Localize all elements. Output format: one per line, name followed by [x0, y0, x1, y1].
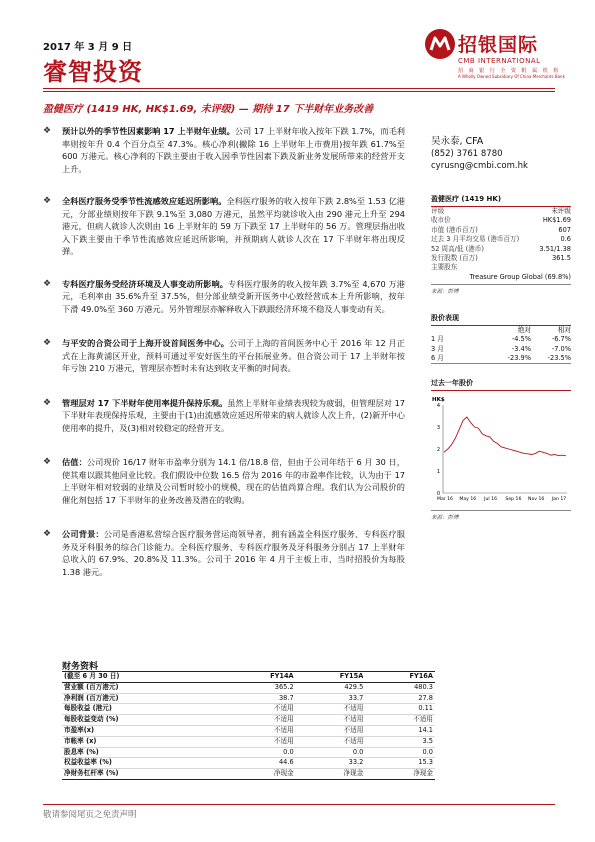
table-cell: 480.3 — [365, 682, 435, 693]
table-cell: 不适用 — [296, 715, 366, 726]
diamond-bullet-icon: ❖ — [43, 338, 52, 348]
performance-col-absolute: 绝对 — [517, 326, 531, 335]
diamond-bullet-icon: ❖ — [43, 126, 52, 136]
paragraph — [43, 125, 405, 175]
performance-period: 1 月 — [431, 335, 444, 344]
logo-tagline-en: A Wholly Owned Subsidiary Of China Merchants Bank — [458, 74, 565, 79]
financials-col-period: (截至 6 月 30 日) — [62, 672, 226, 683]
table-cell-label: 每股收益 (港元) — [62, 704, 226, 715]
diamond-bullet-icon: ❖ — [43, 278, 52, 289]
performance-col-relative: 相对 — [557, 326, 571, 335]
table-cell-label: 市盈率(x) — [62, 725, 226, 736]
performance-row — [431, 335, 571, 344]
table-cell-label: 营业额 (百万港元) — [62, 682, 226, 693]
diamond-bullet-icon: ❖ — [43, 397, 52, 408]
report-date: 2017 年 3 月 9 日 — [43, 42, 133, 53]
performance-header — [431, 326, 571, 335]
report-brand: 睿智投资 — [43, 58, 143, 86]
paragraph-body: 公司 17 上半财年收入按年下跌 1.7%，而毛利率则按年升 0.4 个百分点至 47.3%。核心净利(撇除 16 上半财年上市费用)按年跌 61.7%至 600 万港元。核心净利的下跌主要由于收入因季节性因素下跌及新业务发展所带来的经营开支上升。 — [62, 126, 405, 174]
paragraph-body: 全科医疗服务的收入按年下跌 2.8%至 1.53 亿港元，分部业绩则按年下跌 9.1%至 3,080 万港元，虽然平均就诊收入由 290 港元上升至 294 港元，但病人就诊人次则由 16 上半财年的 59 万下跌至 17 上半财年的 56 万。管理层指出收入下跌主要由于季节性流感效应延迟所影响，并预期病人就诊人次在 17 下半财年将出现反弹。 — [62, 196, 405, 256]
analyst-name: 吴永泰, CFA — [431, 136, 484, 147]
table-cell: 不适用 — [226, 725, 296, 736]
y-tick-label: 4 — [436, 403, 440, 410]
financials-table — [62, 671, 435, 780]
paragraph-lead: 公司背景： — [62, 529, 104, 539]
stock-info-value: 0.6 — [560, 235, 571, 244]
stock-info-title: 盈健医疗 (1419 HK) — [431, 194, 571, 207]
paragraph-lead: 估值： — [62, 457, 87, 467]
logo-tagline-cn: 招 商 银 行 全 资 附 属 机 构 — [458, 68, 561, 74]
footer-rule — [43, 804, 555, 805]
stock-info-value: 607 — [558, 225, 571, 234]
table-cell: 不适用 — [296, 725, 366, 736]
table-cell: 0.0 — [296, 747, 366, 758]
table-cell: 15.3 — [365, 758, 435, 769]
paragraph — [43, 456, 405, 506]
performance-row — [431, 345, 571, 354]
price-chart-axes — [437, 403, 567, 502]
sidebar — [431, 136, 571, 521]
paragraph-lead: 管理层对 17 下半财年使用率提升保持乐观。 — [62, 397, 228, 408]
analyst-phone: (852) 3761 8780 — [431, 149, 503, 159]
price-chart-title: 过去一年股价 — [431, 378, 571, 391]
paragraph-body: 公司于上海的首间医务中心于 2016 年 12 月正式在上海黄浦区开业，预料可通过平安好医生的平台拓展业务。但合资公司于 17 上半财年按年亏蚀 210 万港元，管理层亦暂时未有达到收支平衡的时间表。 — [62, 338, 405, 373]
table-cell: 365.2 — [226, 682, 296, 693]
x-tick-label: Nov 16 — [528, 497, 545, 503]
table-row — [62, 704, 435, 715]
paragraph-body: 虽然上半财年业绩表现较为疲弱，但管理层对 17 下半财年表现保持乐观，主要由于(1)由流感效应延迟所带来的病人就诊人次上升，(2)新开中心使用率的提升，及(3)相对较稳定的经营开支。 — [62, 397, 405, 433]
table-cell: 不适用 — [296, 736, 366, 747]
performance-period: 6 月 — [431, 354, 444, 363]
financials-title: 财务资料 — [62, 662, 99, 672]
stock-info-row — [431, 263, 571, 272]
paragraph-lead: 专科医疗服务受经济环境及人事变动所影响。 — [62, 278, 229, 289]
paragraph — [43, 397, 405, 435]
table-cell-label: 净财务杠杆率 (%) — [62, 769, 226, 780]
stock-info-label: 评级 — [431, 207, 445, 215]
table-row — [62, 693, 435, 704]
paragraph — [43, 195, 405, 258]
table-cell: 不适用 — [365, 715, 435, 726]
table-cell: 14.1 — [365, 725, 435, 736]
stock-info-source: 来源：彭博 — [431, 284, 571, 295]
stock-info-row — [431, 245, 571, 254]
performance-relative: -7.0% — [551, 344, 571, 353]
table-cell-label: 市帐率 (x) — [62, 736, 226, 747]
table-cell: 3.5 — [365, 736, 435, 747]
performance-absolute: -3.4% — [511, 344, 531, 353]
diamond-bullet-icon: ❖ — [43, 196, 52, 206]
table-cell: 27.8 — [365, 693, 435, 704]
header-rule — [43, 88, 555, 89]
table-cell: 0.0 — [226, 747, 296, 758]
performance-row — [431, 354, 571, 364]
table-cell-label: 权益收益率 (%) — [62, 758, 226, 769]
stock-info-row — [431, 226, 571, 235]
y-tick-label: 2 — [436, 447, 440, 454]
price-chart-source: 来源：彭博 — [431, 510, 571, 521]
performance-relative: -6.7% — [551, 335, 571, 344]
analyst-email[interactable]: cyrusng@cmbi.com.hk — [431, 161, 528, 171]
main-content — [43, 125, 405, 595]
table-cell: 不适用 — [226, 704, 296, 715]
stock-info-label: 发行股数 (百万) — [431, 254, 478, 263]
stock-info-value: 3.51/1.38 — [539, 244, 571, 253]
stock-info-label: 主要股东 — [431, 263, 458, 272]
price-chart-unit: HK$ — [432, 397, 445, 404]
table-cell: 不适用 — [226, 736, 296, 747]
x-tick-label: Jan 17 — [551, 497, 567, 503]
table-cell: 0.0 — [365, 747, 435, 758]
paragraph-lead: 与平安的合资公司于上海开设首间医务中心。 — [62, 338, 230, 348]
table-cell: 429.5 — [296, 682, 366, 693]
table-cell: 44.6 — [226, 758, 296, 769]
paragraph-lead: 预计以外的季节性因素影响 17 上半财年业绩。 — [62, 126, 235, 136]
performance-absolute: -4.5% — [511, 335, 531, 344]
header-rule-2 — [43, 91, 555, 92]
paragraph — [43, 278, 405, 316]
performance-period: 3 月 — [431, 344, 444, 353]
table-cell-label: 每股收益变动 (%) — [62, 715, 226, 726]
stock-info-row — [431, 235, 571, 244]
paragraph-body: 专科医疗服务的收入按年跌 3.7%至 4,670 万港元，毛利率由 35.6%升至 37.5%，但分部业绩受新开医务中心致经营成本上升所影响，按年下滑 49.0%至 360 万港元。另外管理层亦解释收入下跌跟经济环境不稳及人事变动有关。 — [62, 278, 405, 314]
financials-col-fy16: FY16A — [365, 672, 435, 683]
paragraph-body: 公司现价 16/17 财年市盈率分别为 14.1 倍/18.8 倍，但由于公司年结于 6 月 30 日，使其难以跟其他同业比较。我们假设中位数 16.5 倍为 2016 年的市盈率作比较，认为由于 17 上半财年相对较弱的业绩及公司暂时较小的规模，现在的估值尚算合理。我们认为公司股价的催化剂包括 17 下半财年的业务改善及潜在的收购。 — [62, 457, 405, 505]
table-cell: 净现金 — [365, 769, 435, 780]
table-cell: 33.2 — [296, 758, 366, 769]
table-row — [62, 682, 435, 693]
stock-info-row — [431, 216, 571, 225]
paragraph — [43, 337, 405, 375]
table-cell: 0.11 — [365, 704, 435, 715]
price-series-line — [444, 418, 566, 457]
diamond-bullet-icon: ❖ — [43, 529, 52, 539]
disclaimer-note[interactable]: 敬请参阅尾页之免责声明 — [43, 810, 137, 820]
diamond-bullet-icon: ❖ — [43, 457, 52, 467]
table-cell-label: 净利润 (百万港元) — [62, 693, 226, 704]
table-row — [62, 747, 435, 758]
report-headline: 盈健医疗 (1419 HK, HK$1.69, 未评级) — 期待 17 下半财年业务改善 — [43, 104, 374, 115]
financials-col-fy15: FY15A — [296, 672, 366, 683]
y-tick-label: 3 — [436, 425, 440, 432]
table-row — [62, 736, 435, 747]
table-row — [62, 758, 435, 769]
stock-info-label: 收市价 — [431, 216, 451, 225]
logo-name-cn: 招银国际 — [458, 34, 539, 56]
table-row — [62, 725, 435, 736]
table-cell: 不适用 — [296, 704, 366, 715]
table-cell: 38.7 — [226, 693, 296, 704]
stock-info-row — [431, 273, 571, 282]
paragraph-lead: 全科医疗服务受季节性流感效应延迟所影响。 — [62, 196, 227, 206]
stock-info-value: HK$1.69 — [542, 216, 571, 225]
table-row — [62, 769, 435, 780]
y-tick-label: 1 — [436, 469, 440, 476]
stock-info-value: 未评级 — [551, 207, 571, 215]
logo-name-en: CMB INTERNATIONAL — [458, 57, 541, 65]
financials-header-row — [62, 672, 435, 683]
price-chart-svg — [431, 393, 571, 508]
table-cell: 净现金 — [296, 769, 366, 780]
stock-info-label: 过去 3 月平均交易 (港币百万) — [431, 235, 520, 244]
x-tick-label: Mar 16 — [437, 497, 453, 503]
stock-info-label: 市值 (港币百万) — [431, 225, 478, 234]
performance-relative: -23.5% — [547, 354, 571, 363]
x-tick-label: May 16 — [459, 497, 477, 503]
performance-absolute: -23.9% — [507, 354, 531, 363]
price-chart — [431, 393, 571, 508]
table-row — [62, 715, 435, 726]
x-tick-label: Sep 16 — [505, 497, 522, 503]
major-shareholder: Treasure Group Global (69.8%) — [469, 272, 571, 281]
y-tick-label: 0 — [436, 491, 440, 498]
table-cell-label: 股息率 (%) — [62, 747, 226, 758]
financials-col-fy14: FY14A — [226, 672, 296, 683]
table-cell: 33.7 — [296, 693, 366, 704]
performance-title: 股价表现 — [431, 313, 571, 326]
stock-info-label: 52 周高/低 (港币) — [431, 244, 484, 253]
table-cell: 不适用 — [226, 715, 296, 726]
cmbi-logo-icon — [424, 28, 456, 60]
paragraph — [43, 528, 405, 578]
stock-info-value: 361.5 — [552, 254, 571, 263]
stock-info-row — [431, 207, 571, 216]
x-tick-label: Jul 16 — [484, 497, 498, 503]
stock-info-table — [431, 207, 571, 282]
table-cell: 净现金 — [226, 769, 296, 780]
paragraph-body: 公司是香港私营综合医疗服务营运商领导者，拥有涵盖全科医疗服务、专科医疗服务及牙科服务的综合门诊能力。全科医疗服务、专科医疗服务及牙科服务分别占 17 上半财年总收入的 67.9%、20.8%及 11.3%。公司于 2016 年 4 月于主板上市，当时招股价为每股 1.38 港元。 — [62, 529, 405, 577]
